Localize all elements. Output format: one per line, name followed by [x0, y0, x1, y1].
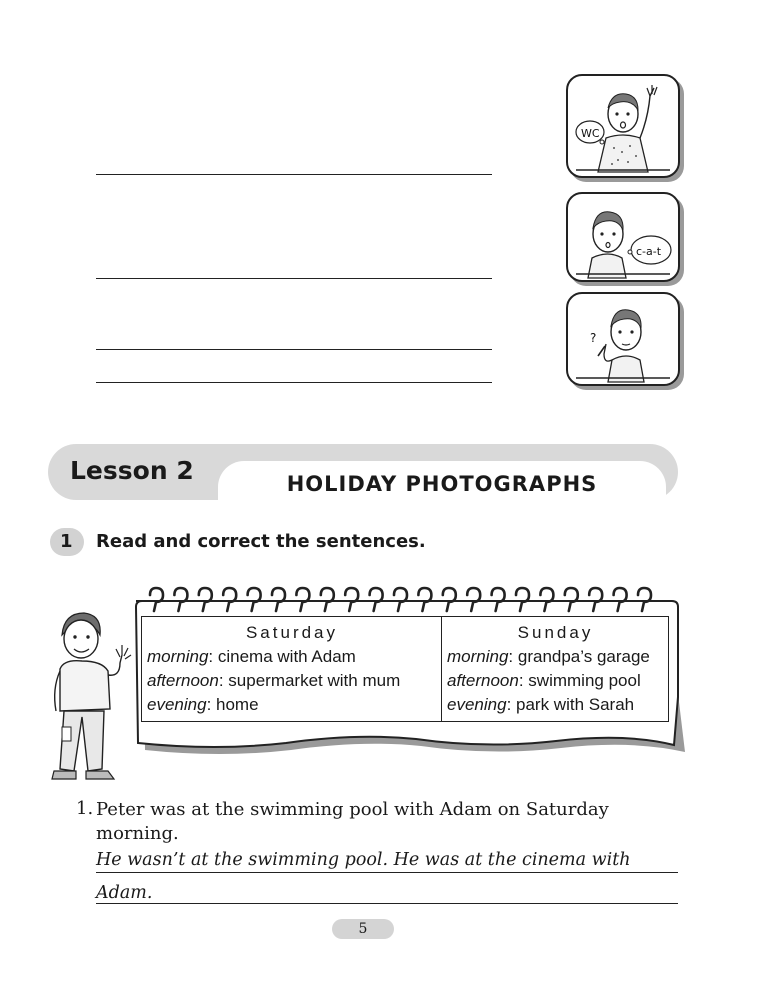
picture-card-raised-hand — [566, 74, 680, 178]
time-label: evening — [447, 695, 507, 714]
writing-line-4[interactable] — [96, 382, 492, 383]
answer-text-line-2: Adam. — [96, 883, 153, 903]
page-number: 5 — [332, 919, 394, 939]
answer-text-line-1: He wasn’t at the swimming pool. He was at the cinema with — [96, 850, 631, 870]
sunday-column — [442, 617, 669, 722]
boy-thinking-illustration — [568, 294, 678, 384]
saturday-evening — [147, 693, 437, 717]
saturday-afternoon — [147, 669, 437, 693]
time-label: afternoon — [447, 671, 519, 690]
picture-card-thinking — [566, 292, 680, 386]
sunday-heading: Sunday — [517, 623, 594, 642]
answer-line-1[interactable] — [96, 872, 678, 873]
boy-spelling-illustration — [568, 194, 678, 280]
time-label: afternoon — [147, 671, 219, 690]
saturday-morning — [147, 645, 437, 669]
saturday-heading: Saturday — [245, 623, 339, 642]
question-number: 1. — [76, 798, 94, 819]
task-number-badge — [50, 528, 84, 556]
lesson-label: Lesson 2 — [70, 456, 194, 485]
writing-line-2[interactable] — [96, 278, 492, 279]
saturday-column — [142, 617, 442, 722]
question-text: Peter was at the swimming pool with Adam on Saturday morning. — [96, 799, 609, 844]
activity: : home — [206, 695, 259, 714]
time-label: evening — [147, 695, 207, 714]
picture-card-spelling — [566, 192, 680, 282]
boy-raising-hand-illustration — [568, 76, 678, 176]
activity: : park with Sarah — [506, 695, 635, 714]
wc-bubble-text: WC — [581, 127, 600, 140]
sunday-afternoon — [447, 669, 664, 693]
schedule-table — [141, 616, 669, 722]
task-instruction: Read and correct the sentences. — [96, 531, 426, 552]
waving-boy-illustration — [42, 605, 134, 785]
sunday-morning — [447, 645, 664, 669]
time-label: morning — [447, 647, 509, 666]
activity: : cinema with Adam — [208, 647, 356, 666]
task-number: 1 — [60, 531, 73, 552]
writing-line-1[interactable] — [96, 174, 492, 175]
activity: : swimming pool — [518, 671, 641, 690]
time-label: morning — [147, 647, 209, 666]
activity: : supermarket with mum — [218, 671, 401, 690]
question-mark-text: ? — [590, 331, 597, 345]
answer-line-2[interactable] — [96, 903, 678, 904]
cat-bubble-text: c-a-t — [636, 245, 662, 258]
activity: : grandpa’s garage — [508, 647, 650, 666]
sunday-evening — [447, 693, 664, 717]
lesson-title: HOLIDAY PHOTOGRAPHS — [286, 472, 598, 496]
writing-line-3[interactable] — [96, 349, 492, 350]
